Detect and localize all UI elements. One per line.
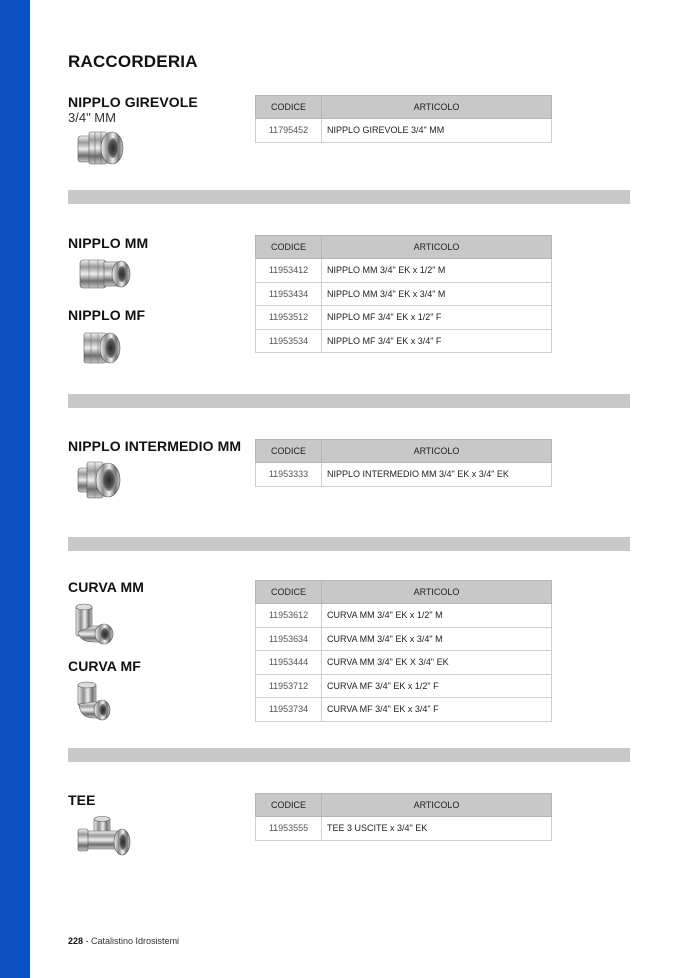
cell-code: 11953333: [256, 463, 322, 487]
header-codice: CODICE: [256, 96, 322, 119]
cell-article: NIPPLO GIREVOLE 3/4" MM: [322, 119, 552, 143]
table-row: [256, 817, 552, 841]
cell-article: NIPPLO INTERMEDIO MM 3/4" EK x 3/4" EK: [322, 463, 552, 487]
section-title-nipplo-girevole: NIPPLO GIREVOLE: [68, 94, 198, 110]
cell-code: 11953412: [256, 259, 322, 283]
page-number: 228: [68, 936, 84, 946]
section-title-nipplo-mf: NIPPLO MF: [68, 307, 146, 323]
table-row: [256, 306, 552, 330]
header-codice: CODICE: [256, 581, 322, 604]
table-header-row: [256, 96, 552, 119]
side-color-bar: [0, 0, 30, 978]
tee-image: [76, 815, 132, 861]
cell-article: NIPPLO MM 3/4" EK x 1/2" M: [322, 259, 552, 283]
header-articolo: ARTICOLO: [322, 96, 552, 119]
cell-article: NIPPLO MF 3/4" EK x 1/2" F: [322, 306, 552, 330]
nipplo-mf-image: [80, 328, 124, 368]
section-title-nipplo-intermedio: NIPPLO INTERMEDIO MM: [68, 438, 242, 454]
section-divider: [68, 537, 630, 551]
table-header-row: [256, 794, 552, 817]
table-tee: [255, 793, 552, 841]
section-title-curva-mf: CURVA MF: [68, 658, 141, 674]
header-codice: CODICE: [256, 794, 322, 817]
cell-article: TEE 3 USCITE x 3/4" EK: [322, 817, 552, 841]
header-articolo: ARTICOLO: [322, 794, 552, 817]
table-row: [256, 119, 552, 143]
cell-code: 11795452: [256, 119, 322, 143]
header-articolo: ARTICOLO: [322, 440, 552, 463]
section-subtitle-nipplo-girevole: 3/4" MM: [68, 110, 116, 125]
table-row: [256, 329, 552, 353]
page-footer: [68, 936, 179, 946]
cell-code: 11953444: [256, 651, 322, 675]
curva-mf-image: [74, 680, 114, 724]
section-divider: [68, 748, 630, 762]
cell-article: CURVA MM 3/4" EK x 3/4" M: [322, 627, 552, 651]
cell-article: NIPPLO MF 3/4" EK x 3/4" F: [322, 329, 552, 353]
cell-code: 11953434: [256, 282, 322, 306]
table-nipplo-girevole: [255, 95, 552, 143]
table-row: [256, 627, 552, 651]
section-divider: [68, 394, 630, 408]
table-row: [256, 282, 552, 306]
cell-code: 11953634: [256, 627, 322, 651]
cell-code: 11953612: [256, 604, 322, 628]
header-codice: CODICE: [256, 440, 322, 463]
cell-code: 11953512: [256, 306, 322, 330]
table-row: [256, 651, 552, 675]
header-articolo: ARTICOLO: [322, 236, 552, 259]
table-header-row: [256, 236, 552, 259]
cell-article: CURVA MM 3/4" EK x 1/2" M: [322, 604, 552, 628]
cell-code: 11953534: [256, 329, 322, 353]
nipplo-intermedio-image: [74, 458, 124, 502]
header-articolo: ARTICOLO: [322, 581, 552, 604]
section-divider: [68, 190, 630, 204]
table-row: [256, 674, 552, 698]
footer-catalog-name: - Catalistino Idrosistemi: [83, 936, 180, 946]
table-header-row: [256, 440, 552, 463]
table-nipplo-mm-mf: [255, 235, 552, 353]
table-row: [256, 259, 552, 283]
section-title-tee: TEE: [68, 792, 96, 808]
cell-article: NIPPLO MM 3/4" EK x 3/4" M: [322, 282, 552, 306]
table-row: [256, 463, 552, 487]
table-row: [256, 604, 552, 628]
cell-code: 11953734: [256, 698, 322, 722]
nipplo-mm-image: [77, 254, 133, 294]
cell-article: CURVA MM 3/4" EK X 3/4" EK: [322, 651, 552, 675]
table-row: [256, 698, 552, 722]
section-title-nipplo-mm: NIPPLO MM: [68, 235, 149, 251]
table-curva: [255, 580, 552, 722]
page-title: RACCORDERIA: [68, 52, 198, 71]
table-nipplo-intermedio: [255, 439, 552, 487]
section-title-curva-mm: CURVA MM: [68, 579, 144, 595]
cell-code: 11953712: [256, 674, 322, 698]
curva-mm-image: [72, 602, 118, 646]
table-header-row: [256, 581, 552, 604]
cell-article: CURVA MF 3/4" EK x 1/2" F: [322, 674, 552, 698]
cell-article: CURVA MF 3/4" EK x 3/4" F: [322, 698, 552, 722]
nipplo-girevole-image: [74, 126, 128, 170]
header-codice: CODICE: [256, 236, 322, 259]
cell-code: 11953555: [256, 817, 322, 841]
